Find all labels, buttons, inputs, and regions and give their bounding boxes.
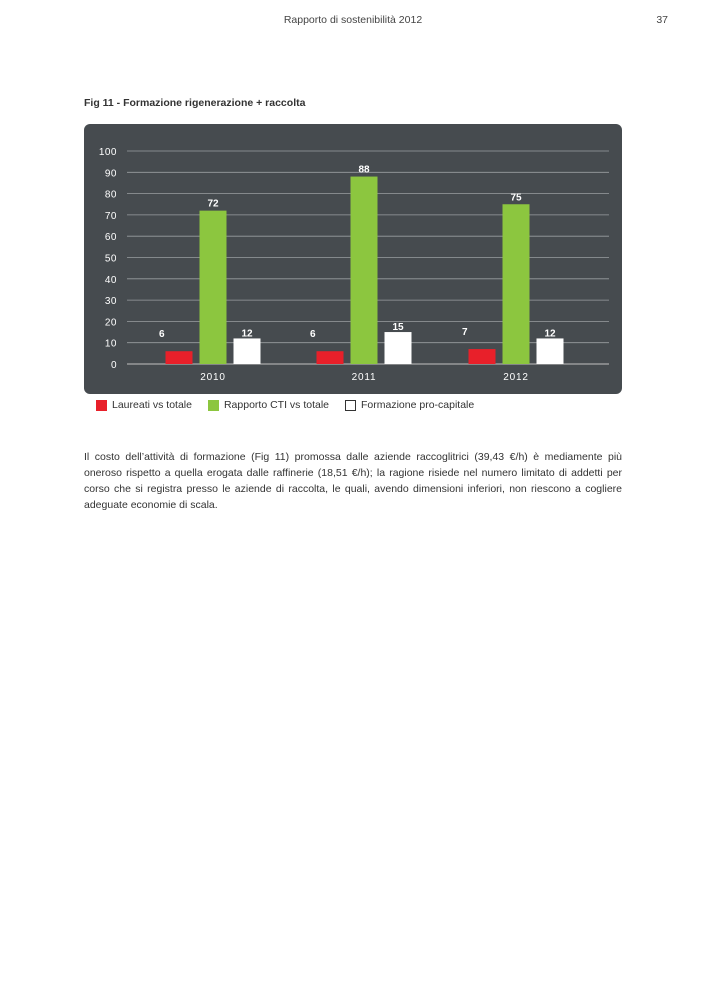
- legend-swatch: [345, 400, 356, 411]
- y-tick-label: 100: [98, 147, 117, 158]
- legend-item: [208, 399, 329, 411]
- legend-item: [345, 399, 474, 411]
- bar: [385, 332, 412, 364]
- data-label: 6: [158, 329, 165, 341]
- running-header-title: Rapporto di sostenibilità 2012: [283, 14, 423, 26]
- page-number: 37: [656, 14, 668, 26]
- y-tick-label: 40: [104, 274, 117, 286]
- x-tick-label: 2012: [503, 372, 529, 383]
- chart-legend: [96, 399, 490, 411]
- data-label: 72: [207, 198, 219, 210]
- bar: [503, 204, 530, 364]
- data-label: 88: [358, 164, 370, 176]
- data-label: 7: [461, 327, 468, 339]
- bar: [537, 338, 564, 364]
- body-paragraph: Il costo dell’attività di formazione (Fig 11) promossa dalle aziende raccoglitrici (39,43 €/h) è mediamente più oneroso rispetto a quella erogata dalle raffinerie (18,51 €/h); la ragione risiede nel numero limitato di addetti per corso che si registra presso le aziende di raccolta, le quali, avendo dimensioni inferiori, non riescono a cogliere adeguate economie di scala.: [84, 451, 622, 511]
- legend-label: Formazione pro-capitale: [361, 399, 475, 411]
- bar: [351, 177, 378, 364]
- y-tick-label: 0: [110, 360, 117, 371]
- bar: [317, 351, 344, 364]
- legend-swatch: [96, 400, 107, 411]
- chart-canvas: [84, 124, 622, 394]
- y-tick-label: 10: [104, 338, 117, 350]
- y-tick-label: 80: [104, 189, 117, 201]
- data-label: 6: [309, 329, 316, 341]
- bar: [469, 349, 496, 364]
- y-tick-label: 60: [104, 232, 117, 244]
- bar-chart: [84, 124, 622, 394]
- bar: [234, 338, 261, 364]
- x-tick-label: 2010: [200, 372, 226, 383]
- y-tick-label: 20: [104, 317, 117, 329]
- data-label: 12: [544, 328, 556, 340]
- data-label: 15: [392, 322, 404, 334]
- y-tick-label: 30: [104, 296, 117, 308]
- legend-item: [96, 399, 192, 411]
- y-tick-label: 90: [104, 168, 117, 180]
- legend-swatch: [208, 400, 219, 411]
- data-label: 12: [241, 328, 253, 340]
- figure-title: Fig 11 - Formazione rigenerazione + raccolta: [84, 97, 306, 109]
- y-tick-label: 50: [104, 253, 117, 265]
- legend-label: Rapporto CTI vs totale: [223, 399, 330, 411]
- data-label: 75: [510, 192, 522, 204]
- y-tick-label: 70: [104, 210, 117, 222]
- bar: [200, 211, 227, 364]
- legend-label: Laureati vs totale: [112, 399, 192, 411]
- bar: [166, 351, 193, 364]
- x-tick-label: 2011: [351, 372, 377, 383]
